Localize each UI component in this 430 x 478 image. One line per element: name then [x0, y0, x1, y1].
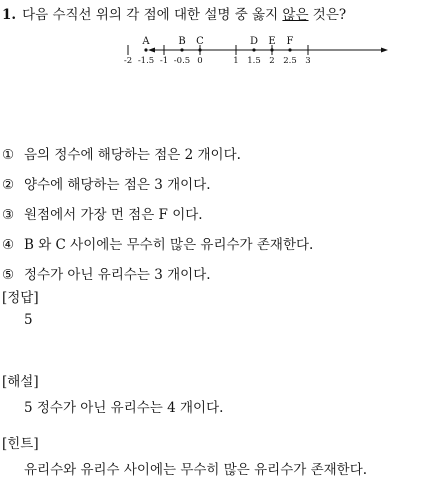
- point-c-label: C: [196, 36, 204, 47]
- answer-label: [정답]: [2, 290, 39, 306]
- point-d-label: D: [249, 36, 259, 47]
- number-line-value-label: 0: [197, 56, 203, 66]
- point-a-dot: [144, 48, 147, 51]
- right-arrow-icon: [381, 48, 388, 53]
- choice-2[interactable]: [2, 173, 313, 203]
- question-text-end: 것은?: [308, 7, 347, 23]
- number-line-value-label: 3: [305, 56, 311, 66]
- number-line-value-label: 1.5: [247, 56, 261, 66]
- choice-mark: ②: [2, 177, 15, 193]
- point-f-dot: [288, 48, 291, 51]
- point-f-label: F: [286, 36, 294, 47]
- point-b-label: B: [178, 36, 186, 47]
- choice-mark: ④: [2, 237, 15, 253]
- number-line-value-label: -2: [123, 56, 133, 66]
- choice-mark: ③: [2, 207, 15, 223]
- explanation-text: 5 정수가 아닌 유리수는 4 개이다.: [24, 400, 224, 416]
- answer-value: 5: [24, 312, 33, 328]
- answer-section: [2, 286, 39, 328]
- choice-mark: ①: [2, 147, 15, 163]
- question-header: [2, 3, 346, 23]
- choice-text: 양수에 해당하는 점은 3 개이다.: [24, 177, 211, 193]
- number-line-value-label: 1: [233, 56, 239, 66]
- left-arrow-icon: [148, 48, 155, 53]
- choice-text: 원점에서 가장 먼 점은 F 이다.: [24, 207, 203, 223]
- question-text: 다음 수직선 위의 각 점에 대한 설명 중 옳지: [22, 7, 283, 23]
- number-line: [123, 32, 388, 72]
- question-number: 1.: [2, 7, 17, 23]
- point-e-label: E: [268, 36, 276, 47]
- choice-4[interactable]: [2, 233, 313, 263]
- point-c-dot: [198, 48, 201, 51]
- choice-text: 정수가 아닌 유리수는 3 개이다.: [24, 267, 211, 283]
- explanation-label: [해설]: [2, 374, 39, 390]
- hint-section: [2, 432, 367, 478]
- choice-text: B 와 C 사이에는 무수히 많은 유리수가 존재한다.: [24, 237, 314, 253]
- point-e-dot: [270, 48, 273, 51]
- point-b-dot: [180, 48, 183, 51]
- choice-5[interactable]: [2, 263, 313, 293]
- number-line-value-label: 2: [269, 56, 275, 66]
- question-emphasis: 않은: [282, 7, 309, 23]
- choice-1[interactable]: [2, 143, 313, 173]
- number-line-value-label: 2.5: [283, 56, 297, 66]
- choice-text: 음의 정수에 해당하는 점은 2 개이다.: [24, 147, 241, 163]
- hint-text: 유리수와 유리수 사이에는 무수히 많은 유리수가 존재한다.: [24, 462, 368, 478]
- point-a-label: A: [142, 36, 150, 47]
- explanation-section: [2, 370, 223, 416]
- number-line-value-label: -0.5: [173, 56, 191, 66]
- choice-list: [2, 143, 313, 293]
- hint-label: [힌트]: [2, 436, 39, 452]
- number-line-value-label: -1.5: [137, 56, 155, 66]
- choice-mark: ⑤: [2, 267, 15, 283]
- choice-3[interactable]: [2, 203, 313, 233]
- point-d-dot: [252, 48, 255, 51]
- number-line-value-label: -1: [159, 56, 169, 66]
